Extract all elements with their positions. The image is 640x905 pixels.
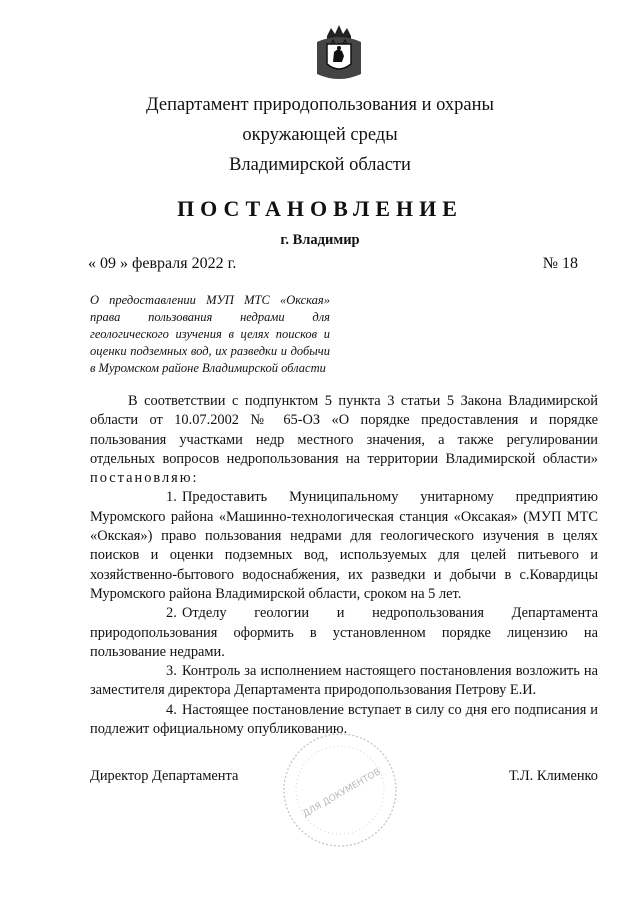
coat-of-arms-icon bbox=[313, 22, 365, 82]
department-line-2: окружающей среды bbox=[242, 125, 398, 145]
document-body bbox=[90, 392, 598, 739]
document-date: « 09 » февраля 2022 г. bbox=[88, 255, 237, 272]
list-item bbox=[90, 604, 598, 662]
item-text: Контроль за исполнением настоящего постановления возложить на заместителя директора Департамента природопользования Петрову Е.И. bbox=[90, 663, 598, 699]
document-city: г. Владимир bbox=[280, 232, 360, 248]
document-number: № 18 bbox=[542, 255, 578, 272]
document-title: ПОСТАНОВЛЕНИЕ bbox=[177, 196, 463, 221]
item-number: 4. bbox=[166, 701, 177, 718]
item-number: 1. bbox=[166, 489, 177, 506]
list-item bbox=[90, 662, 598, 701]
signatory-name: Т.Л. Клименко bbox=[508, 768, 598, 784]
item-number: 2. bbox=[166, 605, 177, 622]
department-line-1: Департамент природопользования и охраны bbox=[146, 95, 494, 115]
stamp-icon bbox=[280, 730, 400, 850]
list-item bbox=[90, 488, 598, 604]
preamble-text: В соответствии с подпунктом 5 пункта 3 статьи 5 Закона Владимирской области от 10.07.2002 № 65-ОЗ «О порядке предоставления и порядке пользования участками недр местного значения, а также регулировании отдельных вопросов недропользования на территории Владимирской области» bbox=[90, 393, 598, 467]
stamp-text: ДЛЯ ДОКУМЕНТОВ bbox=[301, 767, 383, 820]
item-number: 3. bbox=[166, 663, 177, 680]
department-name bbox=[60, 90, 580, 180]
document-subject: О предоставлении МУП МТС «Окская» права пользования недрами для геологического изучения в целях поисков и оценки подземных вод, их разведки и добычи в Муромском районе Владимирской области bbox=[90, 293, 330, 375]
preamble-paragraph bbox=[90, 392, 598, 488]
department-line-3: Владимирской области bbox=[229, 155, 411, 175]
item-text: Настоящее постановление вступает в силу со дня его подписания и подлежит официальному опубликованию. bbox=[90, 701, 598, 738]
item-text: Отделу геологии и недропользования Департамента природопользования оформить в установленном порядке лицензию на пользование недрами. bbox=[90, 605, 598, 660]
item-text: Предоставить Муниципальному унитарному предприятию Муромского района «Машинно-технологическая станция «Оксакая» (МУП МТС «Окская») право пользования недрами для геологического изучения в целях поисков и оценки подземных вод, используемых для целей питьевого и хозяйственно-бытового водоснабжения, их разведки и добычи в с.Ковардицы Муромского района Владимирской области, сроком на 5 лет. bbox=[90, 489, 598, 602]
signatory-position: Директор Департамента bbox=[90, 768, 239, 784]
resolve-word: постановляю: bbox=[90, 470, 199, 487]
